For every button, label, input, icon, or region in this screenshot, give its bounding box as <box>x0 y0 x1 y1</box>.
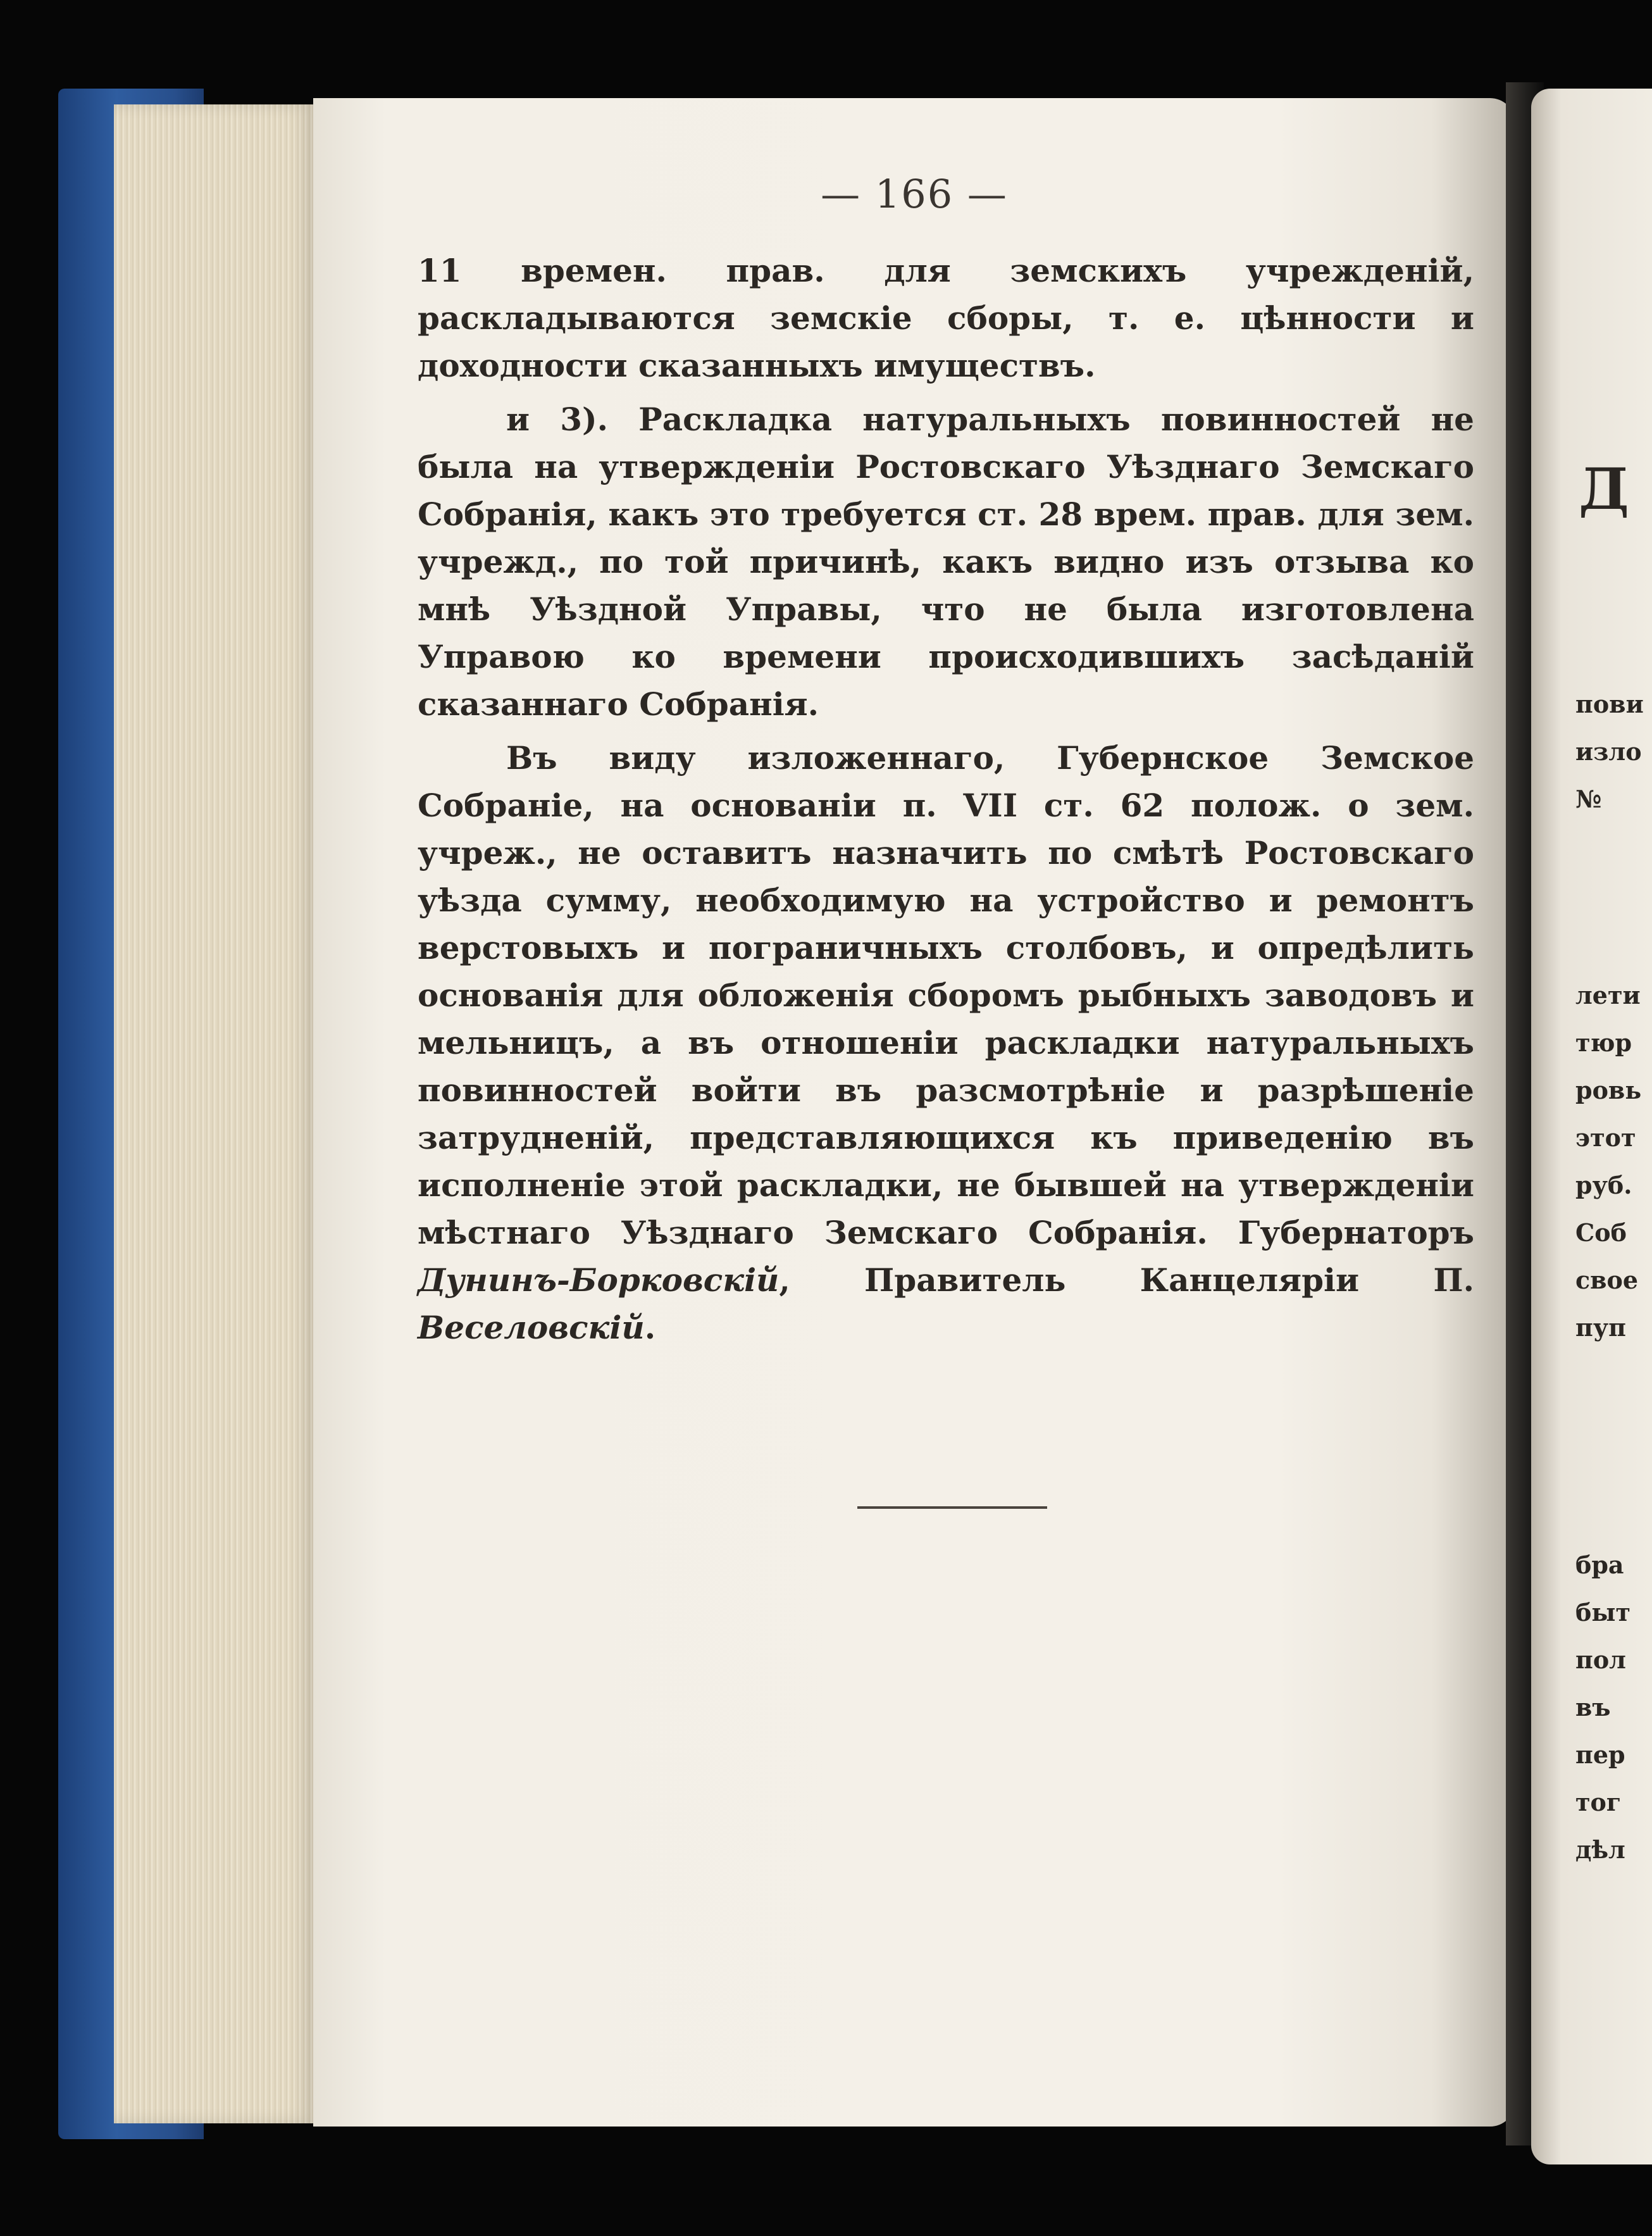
paragraph: и 3). Раскладка натуральныхъ повинностей не была на утвержденіи Ростовскаго Уѣзднаго Земскаго Собранія, какъ это требуется ст. 28 врем. прав. для зем. учрежд., по той причинѣ, какъ видно изъ отзыва ко мнѣ Уѣздной Управы, что не была изготовлена Управою ко времени происходившихъ засѣданій сказаннаго Собранія. <box>418 401 1474 723</box>
end-rule <box>857 1506 1047 1509</box>
facing-fragment: тог <box>1575 1788 1622 1816</box>
paragraph-text: Въ виду изложеннаго, Губернское Земское Собраніе, на основаніи п. VII ст. 62 полож. о зем. учреж., не оставитъ назначить по смѣтѣ Ростовскаго уѣзда сумму, необходимую на устройство и ремонтъ верстовыхъ и пограничныхъ столбовъ, и опредѣлить основанія для обложенія сборомъ рыбныхъ заводовъ и мельницъ, а въ отношеніи раскладки натуральныхъ повинностей войти въ разсмотрѣніе и разрѣшеніе затрудненій, представляющихся къ приведенію въ исполненіе этой раскладки, не бывшей на утвержденіи мѣстнаго Уѣзднаго Земскаго Собранія. <box>418 739 1474 1251</box>
facing-drop-letter: Д <box>1579 456 1630 523</box>
closing-lead: Губернаторъ <box>1238 1214 1474 1251</box>
facing-fragment: ровь <box>1575 1076 1642 1104</box>
paragraph: 11 времен. прав. для земскихъ учрежденій, раскладываются земскіе сборы, т. е. цѣнности и доходности сказанныхъ имуществъ. <box>418 252 1474 384</box>
facing-fragment: руб. <box>1575 1171 1632 1199</box>
page-number: — 166 — <box>821 171 1008 217</box>
facing-fragment: этот <box>1575 1123 1636 1152</box>
facing-fragment: тюр <box>1575 1028 1632 1057</box>
facing-fragment: дѣл <box>1575 1835 1625 1864</box>
page-edges <box>114 104 316 2123</box>
paragraph <box>418 734 1474 1351</box>
facing-fragment: быт <box>1575 1598 1630 1627</box>
page-body <box>418 247 1474 1358</box>
facing-fragment: пол <box>1575 1646 1626 1674</box>
facing-fragment: свое <box>1575 1266 1639 1294</box>
facing-fragment: бра <box>1575 1551 1624 1579</box>
facing-fragment: пуп <box>1575 1313 1626 1342</box>
facing-fragment: лети <box>1575 981 1641 1009</box>
facing-fragment: пер <box>1575 1740 1625 1769</box>
facing-fragment: пови <box>1575 690 1644 718</box>
facing-fragment: въ <box>1575 1693 1611 1721</box>
book-page <box>313 98 1515 2127</box>
secretary-name: Веселовскій <box>418 1309 645 1346</box>
closing-mid: , Правитель Канцеляріи П. <box>779 1261 1474 1299</box>
facing-fragment: Соб <box>1575 1218 1627 1247</box>
facing-page <box>1531 89 1652 2164</box>
facing-fragment: № <box>1575 785 1602 813</box>
governor-name: Дунинъ-Борковскій <box>418 1261 779 1299</box>
facing-fragment: изло <box>1575 737 1642 766</box>
closing-end: . <box>644 1309 656 1346</box>
